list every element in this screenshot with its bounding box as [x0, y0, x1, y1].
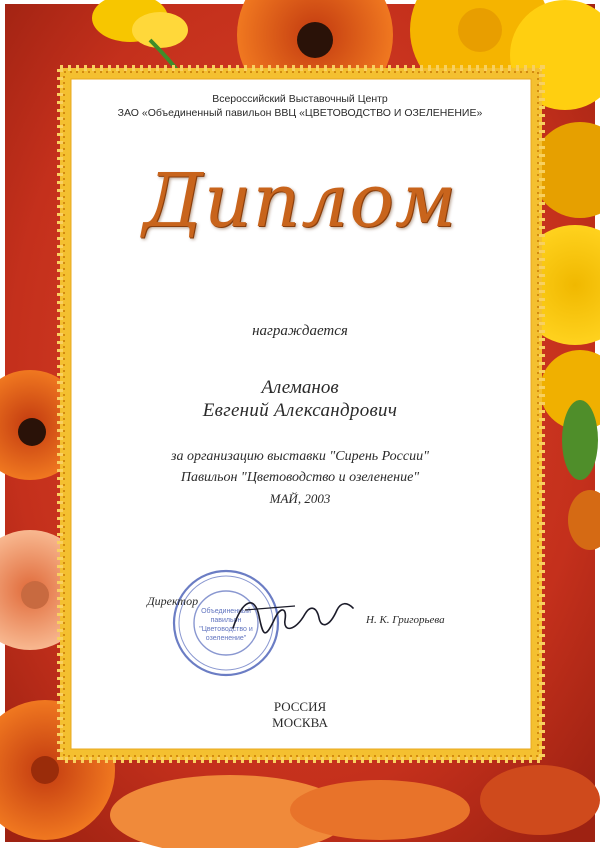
reason-line-1: за организацию выставки "Сирень России" [171, 449, 429, 464]
svg-text:Объединенный: Объединенный [201, 608, 251, 615]
svg-text:"Цветоводство и: "Цветоводство и [199, 626, 253, 633]
organizer-line-1: Всероссийский Выставочный Центр [212, 93, 388, 105]
organizer-line-2: ЗАО «Объединенный павильон ВВЦ «ЦВЕТОВОДСТВО И ОЗЕЛЕНЕНИЕ» [117, 107, 483, 119]
award-date: МАЙ, 2003 [269, 491, 331, 506]
country-label: РОССИЯ [273, 699, 327, 714]
awarded-label: награждается [252, 323, 348, 339]
city-label: МОСКВА [272, 715, 328, 730]
reason-line-2: Павильон "Цветоводство и озеленение" [180, 470, 420, 485]
director-signature [225, 588, 360, 648]
director-name: Н. К. Григорьева [366, 614, 445, 626]
recipient-given-names: Евгений Александрович [202, 400, 398, 421]
svg-text:озеленение": озеленение" [205, 635, 247, 642]
diploma-title: Диплом [142, 158, 458, 244]
svg-text:павильон: павильон [210, 617, 242, 624]
director-label: Директор [147, 594, 199, 608]
recipient-surname: Алеманов [261, 377, 339, 398]
